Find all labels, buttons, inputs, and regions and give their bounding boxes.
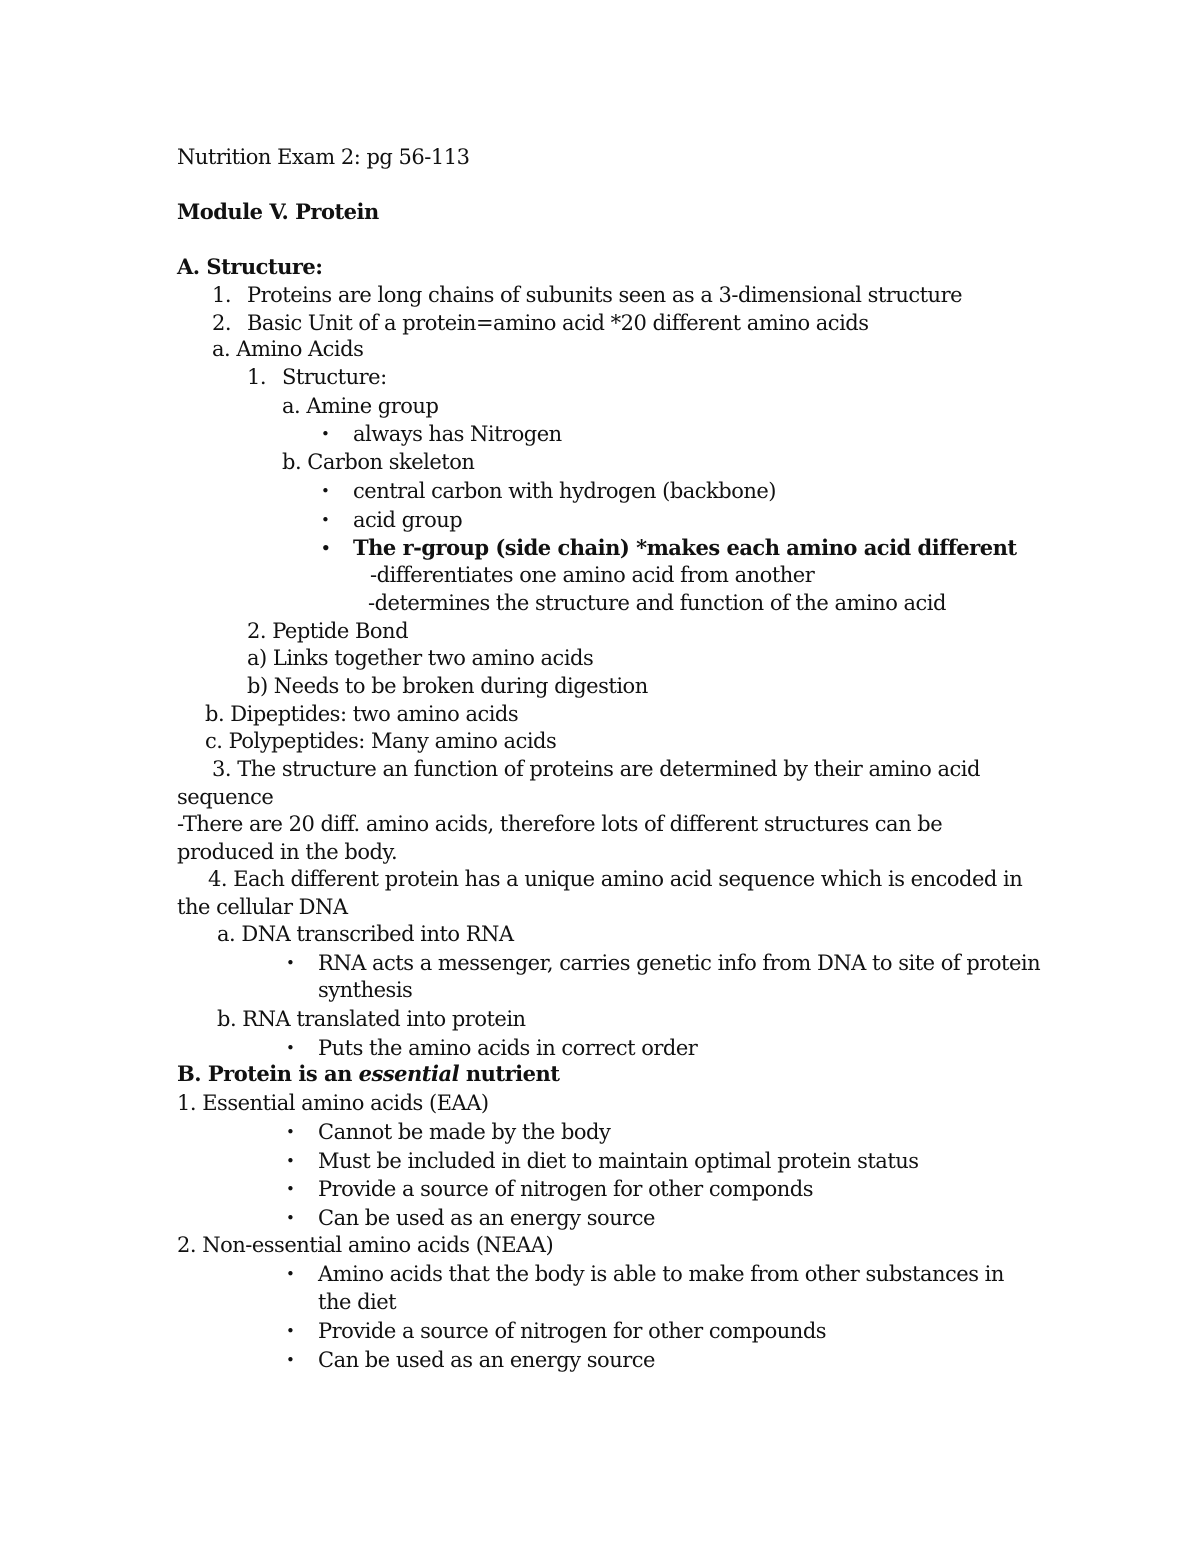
bullet-icon: • xyxy=(286,1152,295,1170)
bullet-icon: • xyxy=(321,482,330,500)
bullet-item: • central carbon with hydrogen (backbone) xyxy=(321,479,776,503)
bullet-item: • Provide a source of nitrogen for other compounds xyxy=(286,1319,827,1343)
rna-translated: b. RNA translated into protein xyxy=(217,1007,526,1031)
dna-transcribed: a. DNA transcribed into RNA xyxy=(217,922,514,946)
bullet-item: • The r-group (side chain) *makes each amino acid different xyxy=(321,535,1017,560)
amine-group: a. Amine group xyxy=(282,394,439,418)
list-item: a) Links together two amino acids xyxy=(247,646,594,670)
polypeptides: c. Polypeptides: Many amino acids xyxy=(205,729,557,753)
bullet-icon: • xyxy=(286,1123,295,1141)
section-a-heading: A. Structure: xyxy=(177,254,323,279)
list-number: 1. xyxy=(212,283,232,307)
paragraph-line: 3. The structure an function of proteins are determined by their amino acid xyxy=(212,757,980,781)
list-item xyxy=(212,309,231,337)
paragraph-line: the cellular DNA xyxy=(177,895,348,919)
list-item: b) Needs to be broken during digestion xyxy=(247,674,648,698)
paragraph-line: -There are 20 diff. amino acids, therefore lots of different structures can be xyxy=(177,812,943,836)
bullet-icon: • xyxy=(286,1351,295,1369)
bullet-icon: • xyxy=(321,425,330,443)
paragraph-line: sequence xyxy=(177,785,274,809)
carbon-skeleton: b. Carbon skeleton xyxy=(282,450,475,474)
bullet-item-continued: the diet xyxy=(318,1290,397,1314)
subheading-amino-acids: a. Amino Acids xyxy=(212,337,364,361)
paragraph-line: 4. Each different protein has a unique amino acid sequence which is encoded in xyxy=(208,867,1023,891)
neaa-heading: 2. Non-essential amino acids (NEAA) xyxy=(177,1233,554,1257)
dipeptides: b. Dipeptides: two amino acids xyxy=(205,702,519,726)
bullet-item: • Amino acids that the body is able to make from other substances in xyxy=(286,1262,1004,1286)
list-item-text: Proteins are long chains of subunits seen as a 3-dimensional structure xyxy=(247,283,963,307)
module-heading: Module V. Protein xyxy=(177,199,379,224)
note-line: -determines the structure and function of the amino acid xyxy=(368,591,946,615)
list-item xyxy=(212,281,231,309)
bullet-icon: • xyxy=(286,1322,295,1340)
list-item-text: Basic Unit of a protein=amino acid *20 different amino acids xyxy=(247,311,869,335)
bullet-icon: • xyxy=(286,954,295,972)
bullet-item: • Cannot be made by the body xyxy=(286,1120,611,1144)
bullet-item: • acid group xyxy=(321,508,463,532)
peptide-bond: 2. Peptide Bond xyxy=(247,619,409,643)
section-b-heading: B. Protein is an essential nutrient xyxy=(177,1061,560,1086)
list-number: 1. xyxy=(247,365,267,389)
bullet-item: • Must be included in diet to maintain optimal protein status xyxy=(286,1149,919,1173)
bullet-item: • Provide a source of nitrogen for other componds xyxy=(286,1177,814,1201)
bullet-item-continued: synthesis xyxy=(318,978,413,1002)
bullet-item: • RNA acts a messenger, carries genetic info from DNA to site of protein xyxy=(286,951,1041,975)
note-line: -differentiates one amino acid from another xyxy=(370,563,815,587)
bullet-item: • Can be used as an energy source xyxy=(286,1206,655,1230)
bullet-icon: • xyxy=(286,1265,295,1283)
emphasis: essential xyxy=(358,1061,460,1086)
bullet-item: • Puts the amino acids in correct order xyxy=(286,1036,698,1060)
list-item xyxy=(247,363,266,391)
bullet-icon: • xyxy=(321,511,330,529)
bullet-icon: • xyxy=(286,1180,295,1198)
bullet-icon: • xyxy=(321,539,331,557)
bullet-icon: • xyxy=(286,1209,295,1227)
bullet-item: • always has Nitrogen xyxy=(321,422,562,446)
list-number: 2. xyxy=(212,311,232,335)
paragraph-line: produced in the body. xyxy=(177,840,398,864)
doc-title: Nutrition Exam 2: pg 56-113 xyxy=(177,145,470,169)
bullet-icon: • xyxy=(286,1039,295,1057)
eaa-heading: 1. Essential amino acids (EAA) xyxy=(177,1091,489,1115)
list-item-text: Structure: xyxy=(282,365,387,389)
bullet-item: • Can be used as an energy source xyxy=(286,1348,655,1372)
